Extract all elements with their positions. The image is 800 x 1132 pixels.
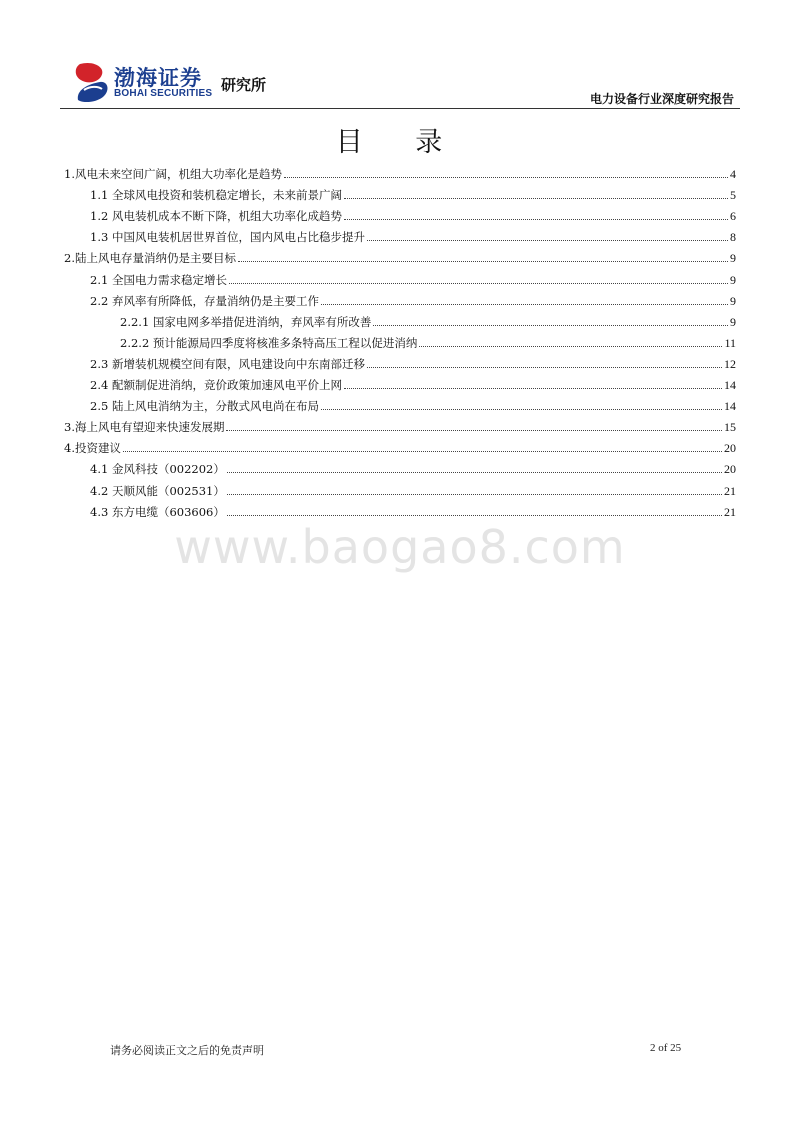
toc-leader (227, 472, 722, 473)
table-of-contents (64, 160, 736, 519)
toc-entry[interactable] (64, 308, 736, 329)
toc-entry-label: 4.1 金风科技（002202） (90, 462, 225, 477)
bohai-logo-icon (74, 60, 110, 102)
toc-entry-page: 21 (724, 483, 736, 498)
brand-name-cn: 渤海证券 (114, 66, 202, 90)
toc-leader (227, 494, 722, 495)
toc-entry-label: 1.2 风电装机成本不断下降，机组大功率化成趋势 (90, 209, 342, 224)
toc-leader (367, 240, 728, 241)
toc-entry[interactable] (64, 223, 736, 244)
toc-entry-page: 11 (724, 335, 736, 350)
toc-entry-label: 4.3 东方电缆（603606） (90, 504, 225, 519)
page-number: 2 of 25 (650, 1042, 682, 1054)
toc-leader (284, 177, 728, 178)
toc-entry-label: 2.2.2 预计能源局四季度将核准多条特高压工程以促进消纳 (120, 335, 418, 350)
institute-label: 研究所 (221, 76, 267, 94)
toc-entry[interactable] (64, 287, 736, 308)
toc-entry-label: 2.3 新增装机规模空间有限，风电建设向中东南部迁移 (90, 356, 365, 371)
toc-entry-page: 12 (724, 356, 736, 371)
toc-entry-page: 21 (724, 504, 736, 519)
brand-name-en: BOHAI SECURITIES (114, 88, 213, 99)
toc-entry-page: 9 (730, 314, 736, 329)
toc-entry[interactable] (64, 181, 736, 202)
toc-entry[interactable] (64, 434, 736, 455)
toc-entry[interactable] (64, 455, 736, 476)
toc-entry-label: 2.2.1 国家电网多举措促进消纳，弃风率有所改善 (120, 314, 372, 329)
toc-entry-label: 2.2 弃风率有所降低，存量消纳仍是主要工作 (90, 293, 319, 308)
toc-entry[interactable] (64, 498, 736, 519)
toc-entry-page: 9 (730, 251, 736, 266)
toc-leader (373, 325, 728, 326)
toc-entry-page: 14 (724, 378, 736, 393)
toc-entry[interactable] (64, 160, 736, 181)
toc-entry-label: 4.投资建议 (64, 441, 121, 456)
toc-entry[interactable] (64, 265, 736, 286)
toc-entry[interactable] (64, 371, 736, 392)
toc-leader (123, 451, 722, 452)
header-divider (60, 108, 740, 109)
toc-entry[interactable] (64, 392, 736, 413)
page-title: 目 录 (335, 127, 465, 158)
toc-entry-page: 4 (730, 167, 736, 182)
toc-leader (419, 346, 722, 347)
toc-leader (367, 367, 722, 368)
toc-entry[interactable] (64, 244, 736, 265)
toc-leader (238, 261, 728, 262)
toc-entry[interactable] (64, 413, 736, 434)
toc-entry[interactable] (64, 476, 736, 497)
toc-entry-page: 8 (730, 230, 736, 245)
toc-entry-label: 2.陆上风电存量消纳仍是主要目标 (64, 251, 236, 266)
toc-entry[interactable] (64, 329, 736, 350)
toc-entry[interactable] (64, 202, 736, 223)
watermark: www.baogao8.com (174, 520, 626, 574)
toc-entry-label: 3.海上风电有望迎来快速发展期 (64, 420, 225, 435)
toc-entry[interactable] (64, 350, 736, 371)
toc-leader (226, 430, 722, 431)
toc-entry-page: 14 (724, 399, 736, 414)
toc-leader (229, 283, 728, 284)
toc-entry-page: 9 (730, 272, 736, 287)
toc-entry-label: 1.风电未来空间广阔，机组大功率化是趋势 (64, 167, 282, 182)
toc-entry-page: 15 (724, 420, 736, 435)
toc-leader (344, 388, 722, 389)
toc-entry-label: 4.2 天顺风能（002531） (90, 483, 225, 498)
toc-entry-page: 9 (730, 293, 736, 308)
toc-entry-label: 2.4 配额制促进消纳，竞价政策加速风电平价上网 (90, 378, 342, 393)
toc-leader (344, 198, 728, 199)
toc-leader (227, 515, 722, 516)
toc-leader (321, 409, 722, 410)
toc-entry-label: 2.1 全国电力需求稳定增长 (90, 272, 227, 287)
toc-entry-label: 1.1 全球风电投资和装机稳定增长，未来前景广阔 (90, 188, 342, 203)
company-logo (74, 58, 314, 106)
toc-entry-label: 2.5 陆上风电消纳为主，分散式风电尚在布局 (90, 399, 319, 414)
disclaimer-note: 请务必阅读正文之后的免责声明 (110, 1044, 264, 1057)
toc-leader (321, 304, 728, 305)
toc-entry-page: 20 (724, 462, 736, 477)
toc-entry-page: 6 (730, 209, 736, 224)
report-type: 电力设备行业深度研究报告 (589, 92, 734, 106)
toc-entry-label: 1.3 中国风电装机居世界首位，国内风电占比稳步提升 (90, 230, 365, 245)
toc-entry-page: 5 (730, 188, 736, 203)
toc-entry-page: 20 (724, 441, 736, 456)
toc-leader (344, 219, 728, 220)
